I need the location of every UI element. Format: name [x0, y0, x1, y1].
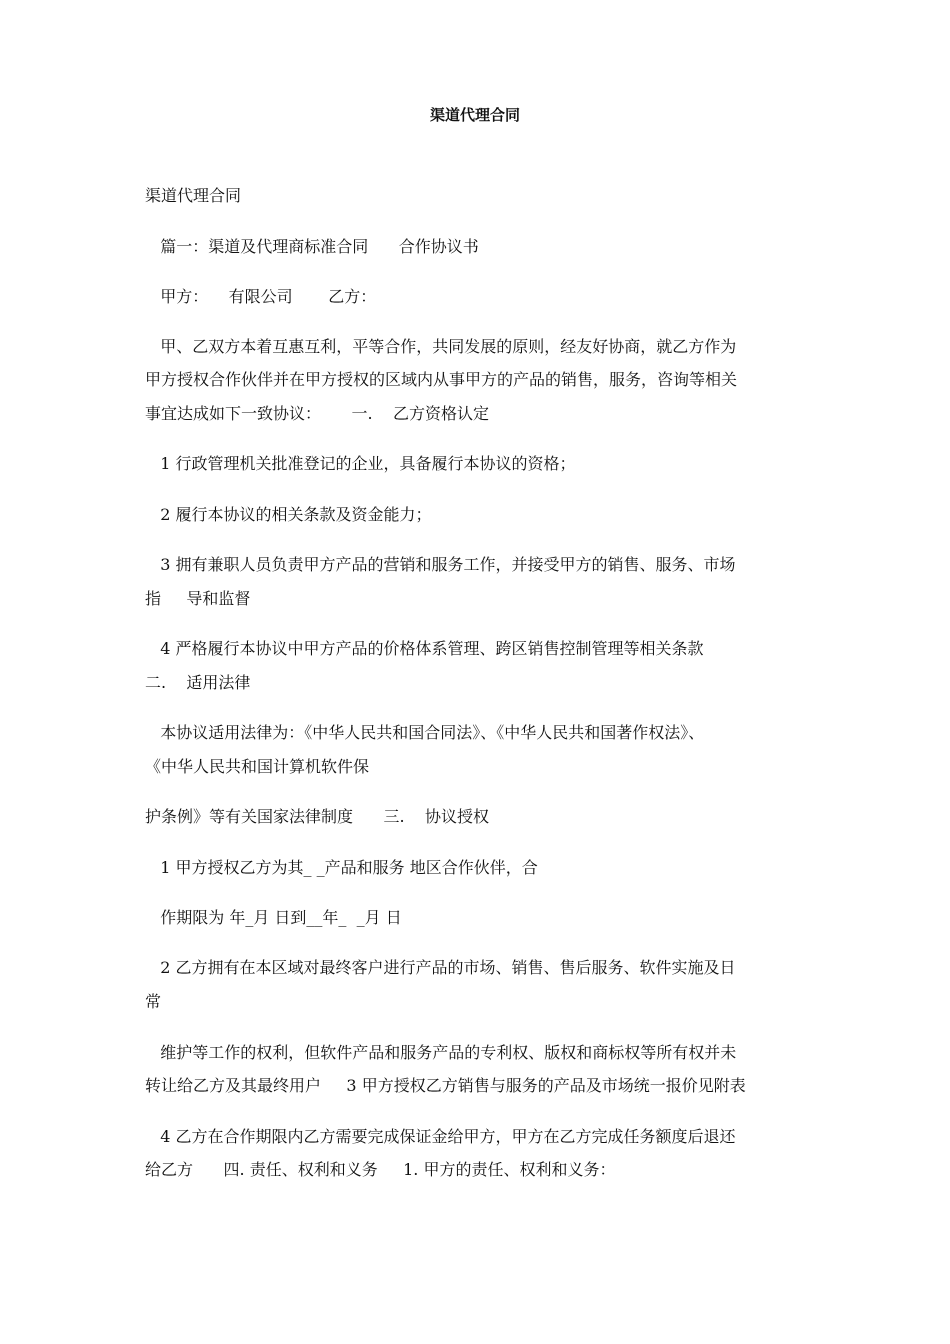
body-line: 转让给乙方及其最终用户 3 甲方授权乙方销售与服务的产品及市场统一报价见附表 — [145, 1076, 746, 1095]
body-line: 指 导和监督 — [145, 589, 251, 608]
body-line: 作期限为 年_月 日到__年_ _月 日 — [145, 908, 402, 927]
body-line: 4 乙方在合作期限内乙方需要完成保证金给甲方，甲方在乙方完成任务额度后退还 — [145, 1127, 736, 1146]
body-line: 1 行政管理机关批准登记的企业，具备履行本协议的资格； — [145, 454, 576, 473]
body-line: 1 甲方授权乙方为其_ _产品和服务 地区合作伙伴，合 — [145, 858, 538, 877]
body-line: 《中华人民共和国计算机软件保 — [145, 757, 370, 776]
body-line: 本协议适用法律为：《中华人民共和国合同法》、《中华人民共和国著作权法》、 — [145, 723, 705, 742]
body-line: 3 拥有兼职人员负责甲方产品的营销和服务工作，并接受甲方的销售、服务、市场 — [145, 555, 736, 574]
body-line: 常 — [145, 992, 162, 1011]
document-title: 渠道代理合同 — [429, 106, 520, 124]
body-line: 甲方授权合作伙伴并在甲方授权的区域内从事甲方的产品的销售，服务，咨询等相关 — [145, 370, 738, 389]
body-line: 甲、乙双方本着互惠互利，平等合作，共同发展的原则，经友好协商，就乙方作为 — [145, 337, 737, 356]
body-line: 甲方： 有限公司 乙方： — [145, 287, 377, 306]
body-line: 2 乙方拥有在本区域对最终客户进行产品的市场、销售、售后服务、软件实施及日 — [145, 958, 736, 977]
body-line: 2 履行本协议的相关条款及资金能力； — [145, 505, 432, 524]
body-line: 渠道代理合同 — [145, 186, 242, 205]
body-line: 二. 适用法律 — [145, 673, 251, 692]
body-line: 篇一：渠道及代理商标准合同 合作协议书 — [145, 237, 479, 256]
body-line: 事宜达成如下一致协议： 一. 乙方资格认定 — [145, 404, 489, 423]
body-line: 护条例》等有关国家法律制度 三. 协议授权 — [145, 807, 489, 826]
body-line: 4 严格履行本协议中甲方产品的价格体系管理、跨区销售控制管理等相关条款 — [145, 639, 704, 658]
body-line: 给乙方 四. 责任、权利和义务 1. 甲方的责任、权利和义务： — [145, 1160, 616, 1179]
body-line: 维护等工作的权利，但软件产品和服务产品的专利权、版权和商标权等所有权并未 — [145, 1043, 737, 1062]
